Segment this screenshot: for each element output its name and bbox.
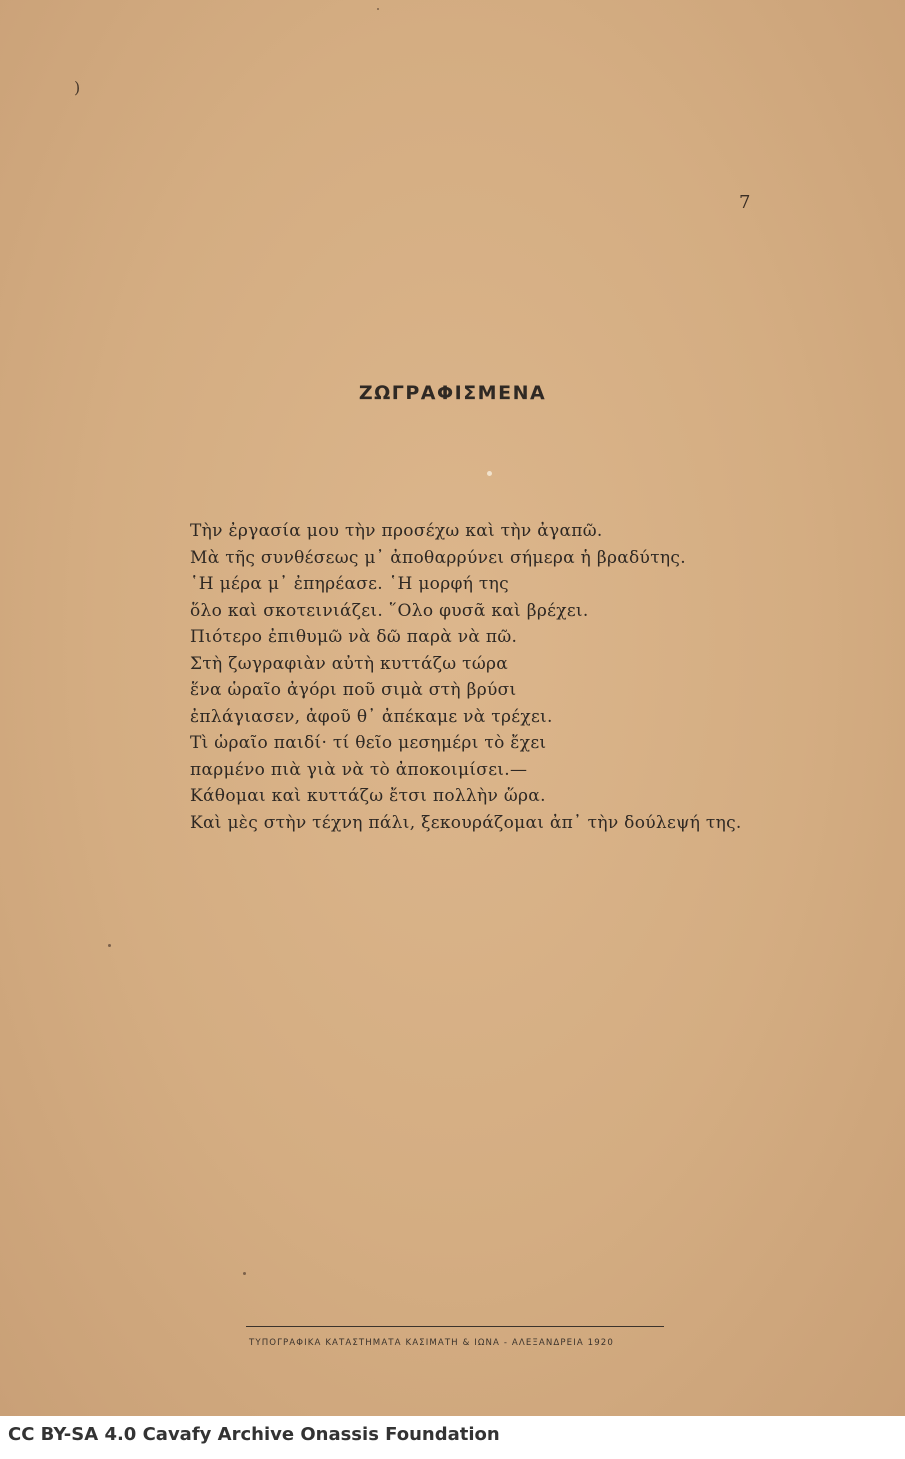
paper-speck <box>243 1272 246 1275</box>
poem-line: ὅλο καὶ σκοτεινιάζει. ῞Ολο φυσᾶ καὶ βρέχει. <box>190 600 589 621</box>
poem-line: Καὶ μὲς στὴν τέχνη πάλι, ξεκουράζομαι ἀπ᾽ τὴν δούλεψή της. <box>190 812 742 833</box>
poem-line: Τὴν ἐργασία μου τὴν προσέχω καὶ τὴν ἀγαπῶ. <box>190 521 603 541</box>
poem-line: Κάθομαι καὶ κυττάζω ἔτσι πολλὴν ὥρα. <box>190 786 546 806</box>
paper-speck-dot <box>487 471 492 476</box>
poem-line: Πιότερο ἐπιθυμῶ νὰ δῶ παρὰ νὰ πῶ. <box>190 627 518 647</box>
poem-line: ἐπλάγιασεν, ἀφοῦ θ᾽ ἀπέκαμε νὰ τρέχει. <box>190 706 553 727</box>
stray-mark: ) <box>74 78 81 97</box>
paper-speck <box>377 8 379 10</box>
poem-line: παρμένο πιὰ γιὰ νὰ τὸ ἀποκοιμίσει.— <box>190 759 528 780</box>
poem-body <box>190 518 742 836</box>
printer-imprint: ΤΥΠΟΓΡΑΦΙΚΑ ΚΑΤΑΣΤΗΜΑΤΑ ΚΑΣΙΜΑΤΗ & ΙΩΝΑ - ΑΛΕΞΑΝΔΡΕΙΑ 1920 <box>249 1338 614 1348</box>
poem-line: Τὶ ὡραῖο παιδί· τί θεῖο μεσημέρι τὸ ἔχει <box>190 733 547 753</box>
footer-rule <box>246 1326 664 1327</box>
poem-title: ΖΩΓΡΑΦΙΣΜΕΝΑ <box>358 382 547 404</box>
page-number: 7 <box>739 192 751 213</box>
poem-line: ῾Η μέρα μ᾽ ἐπηρέασε. ῾Η μορφή της <box>190 574 509 594</box>
poem-line: Μὰ τῆς συνθέσεως μ᾽ ἀποθαρρύνει σήμερα ἡ βραδύτης. <box>190 547 686 568</box>
paper-speck <box>108 944 111 947</box>
poem-line: Στὴ ζωγραφιὰν αὐτὴ κυττάζω τώρα <box>190 653 509 674</box>
license-credit: CC BY-SA 4.0 Cavafy Archive Onassis Foundation <box>8 1424 500 1445</box>
poem-line: ἕνα ὡραῖο ἀγόρι ποῦ σιμὰ στὴ βρύσι <box>190 680 517 700</box>
